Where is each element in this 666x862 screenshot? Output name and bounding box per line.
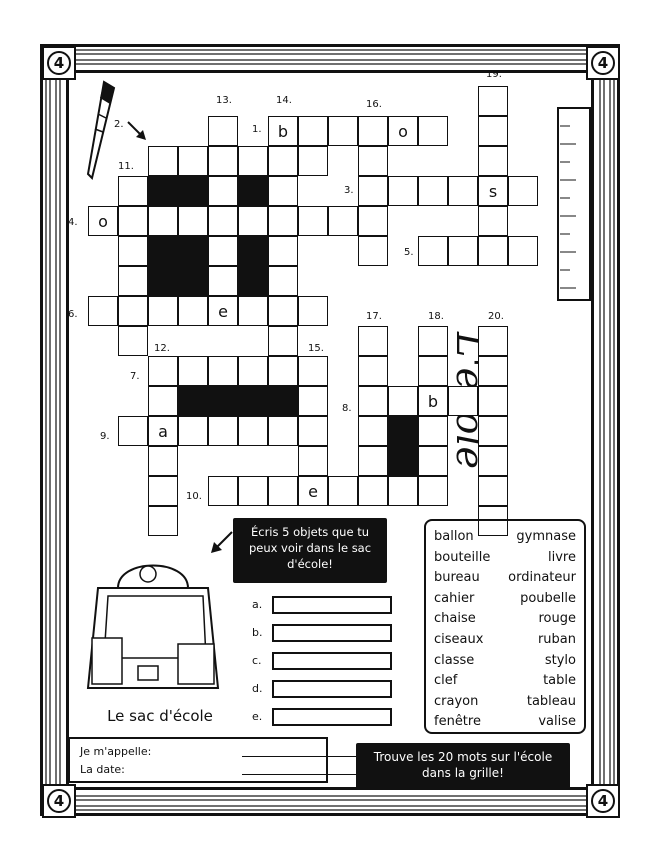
- name-date-box: [68, 737, 328, 783]
- crossword-cell[interactable]: [268, 296, 298, 326]
- answer-field[interactable]: [272, 624, 392, 642]
- crossword-cell[interactable]: [118, 296, 148, 326]
- name-label: Je m'appelle:: [80, 745, 152, 758]
- crossword-cell[interactable]: [328, 206, 358, 236]
- bag-caption: Le sac d'école: [107, 707, 213, 725]
- word-bank-word: valise: [538, 714, 576, 730]
- word-bank-word: bouteille: [434, 549, 491, 565]
- crossword-cell[interactable]: [208, 476, 238, 506]
- corner-badge-bottom-left: [42, 784, 76, 818]
- word-bank-word: gymnase: [516, 529, 576, 544]
- clue-number: 8.: [342, 403, 352, 414]
- crossword-black-cell: [238, 386, 268, 416]
- crossword-cell[interactable]: [478, 476, 508, 506]
- crossword-cell[interactable]: [268, 266, 298, 296]
- crossword-cell[interactable]: [268, 176, 298, 206]
- clue-number: 1.: [252, 124, 262, 135]
- crossword-cell[interactable]: [478, 146, 508, 176]
- clue-number: 20.: [488, 311, 504, 322]
- crossword-cell[interactable]: [478, 116, 508, 146]
- crossword-cell[interactable]: [418, 416, 448, 446]
- crossword-cell[interactable]: [148, 206, 178, 236]
- answer-field[interactable]: [272, 652, 392, 670]
- crossword-cell[interactable]: [358, 356, 388, 386]
- crossword-black-cell: [178, 386, 208, 416]
- crossword-black-cell: [178, 176, 208, 206]
- crossword-cell[interactable]: [178, 146, 208, 176]
- crossword-given-letter[interactable]: o: [88, 206, 118, 236]
- corner-badge-top-right: [586, 46, 620, 80]
- corner-badge-top-left: [42, 46, 76, 80]
- crossword-cell[interactable]: [208, 116, 238, 146]
- crossword-cell[interactable]: [478, 446, 508, 476]
- crossword-cell[interactable]: [148, 506, 178, 536]
- crossword-cell[interactable]: [298, 116, 328, 146]
- crossword-black-cell: [238, 176, 268, 206]
- crossword-cell[interactable]: [358, 146, 388, 176]
- bag-prompt-box: [233, 518, 387, 583]
- crossword-given-letter[interactable]: o: [388, 116, 418, 146]
- crossword-black-cell: [178, 266, 208, 296]
- word-bank-word: cahier: [434, 590, 475, 606]
- answer-label: a.: [252, 598, 263, 611]
- crossword-cell[interactable]: [268, 236, 298, 266]
- answer-label: c.: [252, 654, 262, 667]
- word-bank-row: [434, 653, 576, 673]
- crossword-cell[interactable]: [178, 416, 208, 446]
- crossword-black-cell: [148, 266, 178, 296]
- crossword-cell[interactable]: [178, 356, 208, 386]
- crossword-cell[interactable]: [388, 476, 418, 506]
- crossword-cell[interactable]: [448, 386, 478, 416]
- word-bank-row: [434, 570, 576, 590]
- clue-number: 17.: [366, 311, 382, 322]
- crossword-cell[interactable]: [268, 416, 298, 446]
- crossword-cell[interactable]: [208, 266, 238, 296]
- crossword-cell[interactable]: [118, 206, 148, 236]
- word-bank-word: rouge: [538, 611, 576, 627]
- crossword-cell[interactable]: [478, 416, 508, 446]
- crossword-given-letter[interactable]: b: [418, 386, 448, 416]
- crossword-cell[interactable]: [298, 206, 328, 236]
- crossword-given-letter[interactable]: e: [298, 476, 328, 506]
- crossword-cell[interactable]: [268, 206, 298, 236]
- crossword-black-cell: [268, 386, 298, 416]
- crossword-cell[interactable]: [118, 266, 148, 296]
- word-bank-word: stylo: [544, 652, 576, 668]
- crossword-cell[interactable]: [208, 146, 238, 176]
- date-label: La date:: [80, 763, 125, 776]
- word-bank-word: ruban: [537, 632, 576, 647]
- crossword-cell[interactable]: [208, 416, 238, 446]
- word-bank-word: ballon: [434, 529, 474, 544]
- crossword-cell[interactable]: [208, 206, 238, 236]
- crossword-cell[interactable]: [148, 296, 178, 326]
- crossword-black-cell: [208, 386, 238, 416]
- crossword-cell[interactable]: [298, 386, 328, 416]
- clue-number: 12.: [154, 343, 170, 354]
- crossword-cell[interactable]: [478, 206, 508, 236]
- crossword-cell[interactable]: [148, 386, 178, 416]
- crossword-cell[interactable]: [238, 476, 268, 506]
- crossword-cell[interactable]: [208, 236, 238, 266]
- crossword-cell[interactable]: [298, 146, 328, 176]
- crossword-cell[interactable]: [298, 446, 328, 476]
- crossword-given-letter[interactable]: e: [208, 296, 238, 326]
- crossword-cell[interactable]: [478, 386, 508, 416]
- arrow-icon: [124, 118, 154, 148]
- crossword-cell[interactable]: [388, 386, 418, 416]
- clue-number: 15.: [308, 343, 324, 354]
- find-words-text: Trouve les 20 mots sur l'école dans la grille!: [373, 750, 553, 780]
- crossword-given-letter[interactable]: a: [148, 416, 178, 446]
- crossword-cell[interactable]: [118, 416, 148, 446]
- crossword-cell[interactable]: [268, 476, 298, 506]
- crossword-cell[interactable]: [148, 446, 178, 476]
- crossword-cell[interactable]: [358, 326, 388, 356]
- crossword-black-cell: [238, 266, 268, 296]
- crossword-cell[interactable]: [418, 176, 448, 206]
- crossword-cell[interactable]: [238, 296, 268, 326]
- crossword-black-cell: [148, 236, 178, 266]
- corner-number: 4: [47, 789, 71, 813]
- word-bank-row: [434, 591, 576, 611]
- crossword-cell[interactable]: [508, 176, 538, 206]
- clue-number: 5.: [404, 247, 414, 258]
- word-bank-word: ciseaux: [434, 632, 484, 647]
- clue-number: 7.: [130, 371, 140, 382]
- crossword-cell[interactable]: [178, 296, 208, 326]
- crossword-cell[interactable]: [358, 476, 388, 506]
- crossword-cell[interactable]: [298, 356, 328, 386]
- word-bank-word: table: [543, 673, 576, 689]
- crossword-cell[interactable]: [358, 176, 388, 206]
- crossword-cell[interactable]: [118, 176, 148, 206]
- clue-number: 19.: [486, 69, 502, 80]
- crossword-cell[interactable]: [88, 296, 118, 326]
- crossword-cell[interactable]: [148, 146, 178, 176]
- crossword-cell[interactable]: [238, 416, 268, 446]
- word-bank-row: [434, 611, 576, 631]
- word-bank-word: chaise: [434, 611, 476, 627]
- answer-field[interactable]: [272, 680, 392, 698]
- crossword-cell[interactable]: [208, 176, 238, 206]
- word-bank-row: [434, 529, 576, 549]
- clue-number: 10.: [186, 491, 202, 502]
- word-bank-row: [434, 714, 576, 734]
- crossword-cell[interactable]: [328, 476, 358, 506]
- crossword-cell[interactable]: [358, 416, 388, 446]
- clue-number: 11.: [118, 161, 134, 172]
- crossword-cell[interactable]: [358, 206, 388, 236]
- crossword-given-letter[interactable]: s: [478, 176, 508, 206]
- crossword-cell[interactable]: [418, 476, 448, 506]
- word-bank-word: classe: [434, 652, 475, 668]
- answer-label: b.: [252, 626, 263, 639]
- crossword-cell[interactable]: [448, 176, 478, 206]
- clue-number: 16.: [366, 99, 382, 110]
- word-bank-row: [434, 632, 576, 652]
- word-bank-word: livre: [548, 549, 576, 565]
- word-bank-row: [434, 694, 576, 714]
- word-bank-row: [434, 673, 576, 693]
- bag-prompt-text: Écris 5 objets que tu peux voir dans le sac d'école!: [248, 525, 372, 571]
- crossword-cell[interactable]: [508, 236, 538, 266]
- crossword-cell[interactable]: [358, 236, 388, 266]
- clue-number: 6.: [68, 309, 78, 320]
- crossword-cell[interactable]: [118, 326, 148, 356]
- corner-number: 4: [591, 789, 615, 813]
- crossword-cell[interactable]: [358, 116, 388, 146]
- crossword-cell[interactable]: [418, 116, 448, 146]
- pen-icon: [78, 74, 118, 184]
- clue-number: 18.: [428, 311, 444, 322]
- word-bank-word: clef: [434, 673, 458, 689]
- crossword-black-cell: [178, 236, 208, 266]
- crossword-cell[interactable]: [208, 356, 238, 386]
- crossword-cell[interactable]: [238, 356, 268, 386]
- crossword-cell[interactable]: [358, 446, 388, 476]
- crossword-cell[interactable]: [328, 116, 358, 146]
- ruler-icon: [556, 106, 592, 302]
- word-bank-word: ordinateur: [508, 570, 576, 586]
- crossword-cell[interactable]: [388, 176, 418, 206]
- answer-field[interactable]: [272, 596, 392, 614]
- crossword-cell[interactable]: [178, 206, 208, 236]
- find-words-box: [356, 743, 570, 789]
- corner-badge-bottom-right: [586, 784, 620, 818]
- crossword-cell[interactable]: [478, 86, 508, 116]
- crossword-cell[interactable]: [298, 296, 328, 326]
- word-bank-word: fenêtre: [434, 714, 481, 730]
- crossword-cell[interactable]: [148, 476, 178, 506]
- crossword-cell[interactable]: [418, 356, 448, 386]
- crossword-cell[interactable]: [238, 146, 268, 176]
- crossword-given-letter[interactable]: b: [268, 116, 298, 146]
- clue-number: 9.: [100, 431, 110, 442]
- crossword-cell[interactable]: [268, 326, 298, 356]
- crossword-cell[interactable]: [148, 356, 178, 386]
- word-bank-word: tableau: [526, 693, 576, 709]
- corner-number: 4: [591, 51, 615, 75]
- school-bag-icon: [78, 548, 228, 698]
- answer-field[interactable]: [272, 708, 392, 726]
- answer-label: e.: [252, 710, 263, 723]
- crossword-cell[interactable]: [478, 236, 508, 266]
- crossword-cell[interactable]: [268, 356, 298, 386]
- clue-number: 3.: [344, 185, 354, 196]
- word-bank: [424, 519, 586, 734]
- crossword-cell[interactable]: [118, 236, 148, 266]
- crossword-black-cell: [388, 446, 418, 476]
- word-bank-word: poubelle: [520, 590, 576, 606]
- clue-number: 4.: [68, 217, 78, 228]
- crossword-cell[interactable]: [298, 416, 328, 446]
- word-bank-row: [434, 550, 576, 570]
- crossword-cell[interactable]: [448, 236, 478, 266]
- crossword-black-cell: [148, 176, 178, 206]
- crossword-cell[interactable]: [418, 236, 448, 266]
- crossword-black-cell: [238, 236, 268, 266]
- crossword-cell[interactable]: [418, 446, 448, 476]
- crossword-black-cell: [388, 416, 418, 446]
- word-bank-word: bureau: [434, 570, 480, 586]
- corner-number: 4: [47, 51, 71, 75]
- crossword-cell[interactable]: [418, 326, 448, 356]
- clue-number: 14.: [276, 95, 292, 106]
- clue-number: 2.: [114, 119, 124, 130]
- crossword-cell[interactable]: [478, 326, 508, 356]
- crossword-cell[interactable]: [268, 146, 298, 176]
- crossword-cell[interactable]: [358, 386, 388, 416]
- answer-label: d.: [252, 682, 263, 695]
- clue-number: 13.: [216, 95, 232, 106]
- crossword-cell[interactable]: [478, 356, 508, 386]
- crossword-cell[interactable]: [238, 206, 268, 236]
- word-bank-word: crayon: [434, 693, 479, 709]
